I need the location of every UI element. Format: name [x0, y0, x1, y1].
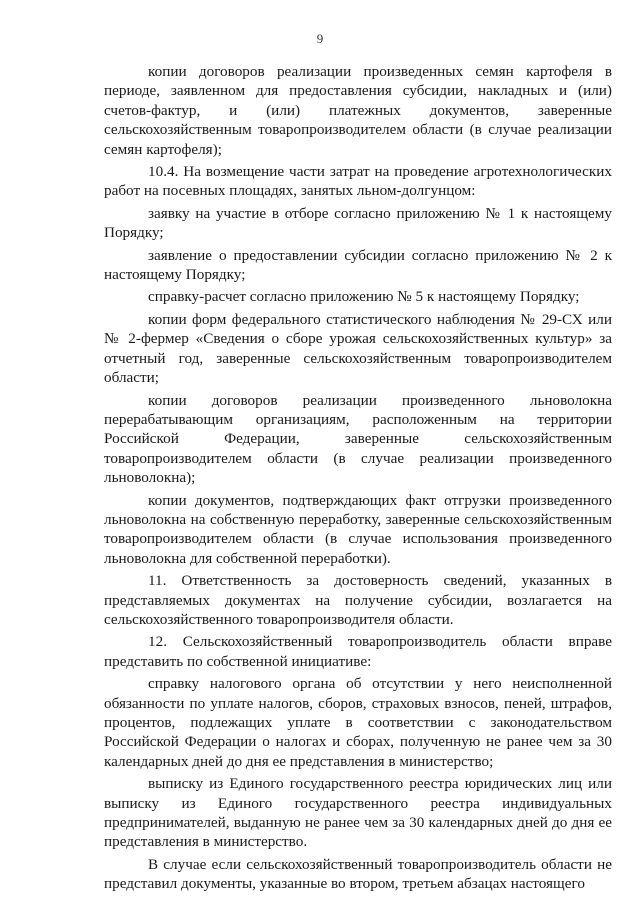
document-body	[104, 62, 612, 897]
paragraph-documents-not-provided: В случае если сельскохозяйственный товаропроизводитель области не представил документы, указанные во втором, третьем абзацах настоящего	[104, 855, 612, 893]
paragraph-flax-shipment: копии документов, подтверждающих факт отгрузки произведенного льноволокна на собственную переработку, заверенные сельскохозяйственным товаропроизводителем области (в случае использования произведенного льноволокна для собственной переработки).	[104, 491, 612, 567]
paragraph-registry-extract: выписку из Единого государственного реестра юридических лиц или выписку из Единого государственного реестра индивидуальных предпринимателей, выданную не ранее чем за 30 календарных дней до дня ее представления в министерство.	[104, 775, 612, 851]
paragraph-calculation-certificate: справку-расчет согласно приложению № 5 к настоящему Порядку;	[148, 288, 580, 306]
paragraph-12-optional-documents: 12. Сельскохозяйственный товаропроизводитель области вправе представить по собственной инициативе:	[104, 633, 612, 670]
paragraph-statistical-forms: копии форм федерального статистического наблюдения № 29-СХ или № 2-фермер «Сведения о сборе урожая сельскохозяйственных культур» за отчетный год, заверенные сельскохозяйственным товаропроизводителем области;	[104, 310, 612, 387]
paragraph-application: заявку на участие в отборе согласно приложению № 1 к настоящему Порядку;	[104, 204, 612, 242]
paragraph-11-responsibility: 11. Ответственность за достоверность сведений, указанных в представляемых документах на получение субсидии, возлагается на сельскохозяйственного товаропроизводителя области.	[104, 572, 612, 628]
paragraph-potato-contracts: копии договоров реализации произведенных семян картофеля в периоде, заявленном для предоставления субсидии, накладных и (или) счетов-фактур, и (или) платежных документов, заверенные сельскохозяйственным товаропроизводителем области (в случае реализации семян картофеля);	[104, 63, 612, 158]
paragraph-10-4: 10.4. На возмещение части затрат на проведение агротехнологических работ на посевных площадях, занятых льном-долгунцом:	[104, 163, 612, 200]
paragraph-subsidy-statement: заявление о предоставлении субсидии согласно приложению № 2 к настоящему Порядку;	[104, 246, 612, 284]
paragraph-tax-certificate: справку налогового органа об отсутствии у него неисполненной обязанности по уплате налогов, сборов, страховых взносов, пеней, штрафов, процентов, подлежащих уплате в соответствии с законодательством Российской Федерации о налогах и сборах, полученную не ранее чем за 30 календарных дней до дня ее представления в министерство;	[104, 675, 612, 770]
page-number: 9	[316, 31, 324, 46]
paragraph-flax-contracts: копии договоров реализации произведенного льноволокна перерабатывающим организациям, расположенным на территории Российской Федерации, заверенные сельскохозяйственным товаропроизводителем области (в случае реализации произведенного льноволокна);	[104, 391, 612, 487]
